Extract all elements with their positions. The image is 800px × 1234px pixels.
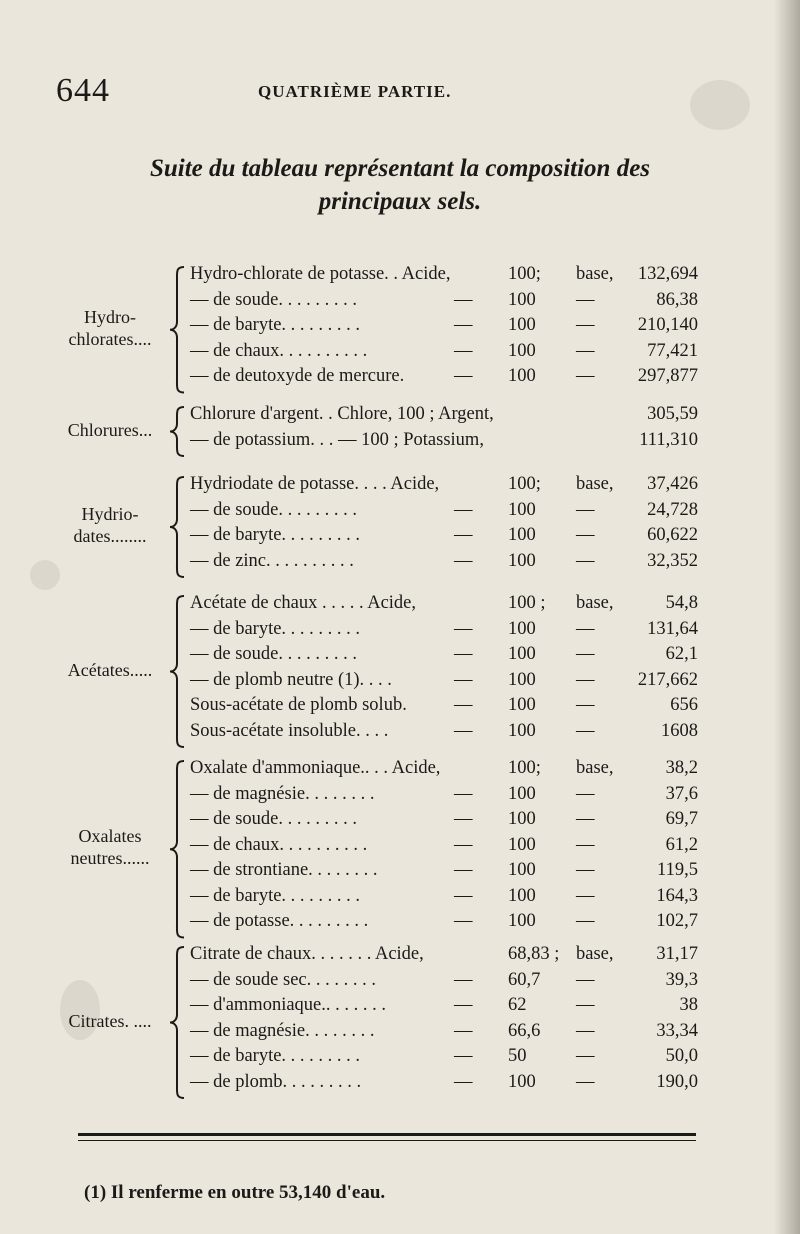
salt-name: Citrate de chaux. . . . . . . Acide, xyxy=(190,944,424,964)
salt-name: — de baryte. . . . . . . . . xyxy=(190,885,361,906)
acid-value: 100 xyxy=(508,340,536,361)
salt-name: Sous-acétate de plomb solub. xyxy=(190,695,407,715)
base-value: 132,694 xyxy=(637,264,698,284)
table-row xyxy=(188,995,748,1020)
base-value: 1608 xyxy=(661,720,698,741)
base-dash: — xyxy=(576,644,595,664)
acid-value: 100 xyxy=(508,525,536,545)
table-row xyxy=(188,835,748,860)
base-value: 190,0 xyxy=(656,1071,698,1092)
base-value: 32,352 xyxy=(647,550,698,571)
group-label-line: Chlorures... xyxy=(67,419,153,440)
salt-name: — de potasse. . . . . . . . . xyxy=(190,911,369,931)
table-row xyxy=(188,500,748,525)
group-label xyxy=(40,659,180,681)
base-dash: — xyxy=(576,669,595,690)
base-value: 33,34 xyxy=(656,1020,698,1041)
acid-dash: — xyxy=(454,550,473,571)
table-row xyxy=(188,886,748,911)
acid-dash: — xyxy=(454,695,473,715)
acid-dash: — xyxy=(454,969,473,990)
salt-name: — de baryte. . . . . . . . . xyxy=(190,315,361,335)
salt-name: — de plomb neutre (1). . . . xyxy=(190,669,392,690)
acid-dash: — xyxy=(454,720,473,741)
table-row xyxy=(188,366,748,391)
base-dash: — xyxy=(576,783,595,804)
table-row xyxy=(188,264,748,289)
table-row xyxy=(188,784,748,809)
base-value: 210,140 xyxy=(637,315,698,335)
acid-dash: — xyxy=(454,809,473,829)
salt-name: — de soude. . . . . . . . . xyxy=(190,289,357,310)
footnote-rule-thick xyxy=(78,1133,696,1136)
base-value: 38,2 xyxy=(665,758,698,778)
base-value: 24,728 xyxy=(647,499,698,520)
table-row xyxy=(188,551,748,576)
acid-value: 100 xyxy=(508,885,536,906)
acid-value: 62 xyxy=(508,995,527,1015)
acid-dash: — xyxy=(454,315,473,335)
salt-name: Oxalate d'ammoniaque.. . . Acide, xyxy=(190,758,441,778)
base-value: 37,426 xyxy=(647,474,698,494)
footnote: (1) Il renferme en outre 53,140 d'eau. xyxy=(84,1182,386,1203)
salt-name: — de soude. . . . . . . . . xyxy=(190,809,357,829)
footnote-rule-thin xyxy=(78,1140,696,1141)
table-row xyxy=(188,619,748,644)
table-row xyxy=(188,474,748,499)
acid-value: 100 xyxy=(508,783,536,804)
table-row xyxy=(188,404,748,429)
base-dash: — xyxy=(576,340,595,361)
table-row xyxy=(188,860,748,885)
base-dash: base, xyxy=(576,758,614,778)
acid-value: 100; xyxy=(508,474,541,494)
salt-name: — de magnésie. . . . . . . . xyxy=(190,1020,375,1041)
table-row xyxy=(188,341,748,366)
group-label-line: neutres...... xyxy=(70,848,150,869)
acid-dash: — xyxy=(454,1020,473,1041)
acid-dash: — xyxy=(454,885,473,906)
acid-value: 100 ; xyxy=(508,593,546,613)
base-value: 217,662 xyxy=(637,669,698,690)
table-row xyxy=(188,758,748,783)
base-dash: — xyxy=(576,720,595,741)
group-label xyxy=(40,1010,180,1032)
salt-name: — de deutoxyde de mercure. xyxy=(190,366,405,386)
acid-value: 100 xyxy=(508,669,536,690)
table-row xyxy=(188,315,748,340)
base-dash: — xyxy=(576,695,595,715)
acid-value: 100 xyxy=(508,695,536,715)
acid-value: 100 xyxy=(508,289,536,310)
salt-name: — de baryte. . . . . . . . . xyxy=(190,525,361,545)
base-dash: — xyxy=(576,499,595,520)
acid-value: 100 xyxy=(508,860,536,880)
salt-name: — de zinc. . . . . . . . . . xyxy=(190,550,354,571)
salt-name: — de baryte. . . . . . . . . xyxy=(190,1046,361,1066)
salt-name: Hydriodate de potasse. . . . Acide, xyxy=(190,474,440,494)
table-row xyxy=(188,290,748,315)
table-row xyxy=(188,911,748,936)
base-dash: base, xyxy=(576,944,614,964)
acid-dash: — xyxy=(454,860,473,880)
running-header xyxy=(50,72,750,112)
base-value: 77,421 xyxy=(647,340,698,361)
acid-dash: — xyxy=(454,1071,473,1092)
base-value: 54,8 xyxy=(665,593,698,613)
base-value: 131,64 xyxy=(647,618,698,639)
paper-stain xyxy=(30,560,60,590)
acid-dash: — xyxy=(454,834,473,855)
table-row xyxy=(188,695,748,720)
group-label xyxy=(40,825,180,869)
acid-dash: — xyxy=(454,289,473,310)
base-value: 111,310 xyxy=(639,429,698,450)
base-dash: — xyxy=(576,1071,595,1092)
table-row xyxy=(188,670,748,695)
salt-name: — de soude. . . . . . . . . xyxy=(190,644,357,664)
table-row xyxy=(188,944,748,969)
group-label-line: dates........ xyxy=(73,526,147,546)
acid-dash: — xyxy=(454,618,473,639)
group-label-line: Oxalates xyxy=(78,826,142,847)
acid-dash: — xyxy=(454,340,473,361)
base-dash: — xyxy=(576,1046,595,1066)
group-label-line: chlorates.... xyxy=(68,328,152,349)
base-value: 39,3 xyxy=(665,969,698,990)
acid-value: 100; xyxy=(508,758,541,778)
group-label xyxy=(40,419,180,441)
base-dash: — xyxy=(576,834,595,855)
group-label xyxy=(40,306,180,350)
group-label-line: Citrates. .... xyxy=(68,1010,152,1031)
salt-name: Sous-acétate insoluble. . . . xyxy=(190,720,389,741)
base-dash: — xyxy=(576,860,595,880)
table-row xyxy=(188,525,748,550)
acid-dash: — xyxy=(454,366,473,386)
base-value: 656 xyxy=(670,695,698,715)
base-value: 297,877 xyxy=(637,366,698,386)
base-dash: — xyxy=(576,550,595,571)
table-row xyxy=(188,809,748,834)
base-dash: — xyxy=(576,289,595,310)
base-value: 119,5 xyxy=(657,860,698,880)
base-value: 102,7 xyxy=(656,911,698,931)
base-value: 62,1 xyxy=(665,644,698,664)
salt-name: — d'ammoniaque.. . . . . . . xyxy=(190,995,387,1015)
base-value: 60,622 xyxy=(647,525,698,545)
table-row xyxy=(188,1021,748,1046)
acid-value: 100 xyxy=(508,499,536,520)
acid-value: 50 xyxy=(508,1046,527,1066)
salt-name: — de chaux. . . . . . . . . . xyxy=(190,340,368,361)
acid-dash: — xyxy=(454,995,473,1015)
acid-dash: — xyxy=(454,1046,473,1066)
base-value: 164,3 xyxy=(656,885,698,906)
table-row xyxy=(188,644,748,669)
base-dash: — xyxy=(576,618,595,639)
table-row xyxy=(188,593,748,618)
acid-value: 100 xyxy=(508,550,536,571)
base-dash: — xyxy=(576,809,595,829)
acid-dash: — xyxy=(454,669,473,690)
salt-name: — de potassium. . . — 100 ; Potassium, xyxy=(190,429,484,450)
page-gutter-shadow xyxy=(774,0,800,1234)
acid-dash: — xyxy=(454,499,473,520)
acid-value: 100 xyxy=(508,366,536,386)
acid-value: 100 xyxy=(508,911,536,931)
base-dash: — xyxy=(576,885,595,906)
acid-value: 100 xyxy=(508,809,536,829)
table-title-line-2: principaux sels. xyxy=(318,188,482,215)
salt-name: — de plomb. . . . . . . . . xyxy=(190,1071,362,1092)
salt-name: — de chaux. . . . . . . . . . xyxy=(190,834,368,855)
table-row xyxy=(188,1046,748,1071)
base-value: 37,6 xyxy=(665,783,698,804)
acid-dash: — xyxy=(454,525,473,545)
acid-value: 100 xyxy=(508,618,536,639)
acid-value: 68,83 ; xyxy=(508,944,560,964)
acid-value: 100 xyxy=(508,644,536,664)
base-value: 50,0 xyxy=(665,1046,698,1066)
base-value: 305,59 xyxy=(647,404,698,424)
salt-name: — de magnésie. . . . . . . . xyxy=(190,783,375,804)
acid-value: 100; xyxy=(508,264,541,284)
salt-name: — de strontiane. . . . . . . . xyxy=(190,860,378,880)
group-label xyxy=(40,503,180,547)
acid-dash: — xyxy=(454,783,473,804)
group-label-line: Hydro- xyxy=(84,306,136,327)
base-dash: — xyxy=(576,969,595,990)
page-number: 644 xyxy=(56,72,110,109)
acid-value: 60,7 xyxy=(508,969,541,990)
acid-value: 66,6 xyxy=(508,1020,541,1041)
base-dash: base, xyxy=(576,593,614,613)
base-dash: — xyxy=(576,911,595,931)
acid-dash: — xyxy=(454,911,473,931)
base-value: 31,17 xyxy=(656,944,698,964)
salt-name: Hydro-chlorate de potasse. . Acide, xyxy=(190,264,451,284)
base-value: 86,38 xyxy=(656,289,698,310)
base-dash: base, xyxy=(576,474,614,494)
base-value: 69,7 xyxy=(665,809,698,829)
base-dash: base, xyxy=(576,264,614,284)
salt-name: Chlorure d'argent. . Chlore, 100 ; Argent, xyxy=(190,404,494,424)
base-dash: — xyxy=(576,525,595,545)
table-title-line-1: Suite du tableau représentant la composition des xyxy=(149,155,651,182)
salt-name: — de soude. . . . . . . . . xyxy=(190,499,357,520)
salt-name: — de soude sec. . . . . . . . xyxy=(190,969,376,990)
acid-dash: — xyxy=(454,644,473,664)
acid-value: 100 xyxy=(508,720,536,741)
base-value: 38 xyxy=(679,995,698,1015)
acid-value: 100 xyxy=(508,834,536,855)
table-row xyxy=(188,430,748,455)
group-label-line: Hydrio- xyxy=(81,504,139,524)
salt-name: — de baryte. . . . . . . . . xyxy=(190,618,361,639)
group-label-line: Acétates..... xyxy=(67,659,153,680)
base-dash: — xyxy=(576,1020,595,1041)
salt-name: Acétate de chaux . . . . . Acide, xyxy=(190,593,417,613)
running-title: QUATRIÈME PARTIE. xyxy=(258,82,452,101)
base-dash: — xyxy=(576,366,595,386)
base-dash: — xyxy=(576,995,595,1015)
table-title xyxy=(70,152,730,218)
table-row xyxy=(188,970,748,995)
base-dash: — xyxy=(576,315,595,335)
table-row xyxy=(188,721,748,746)
acid-value: 100 xyxy=(508,1071,536,1092)
acid-value: 100 xyxy=(508,315,536,335)
base-value: 61,2 xyxy=(665,834,698,855)
table-row xyxy=(188,1072,748,1097)
